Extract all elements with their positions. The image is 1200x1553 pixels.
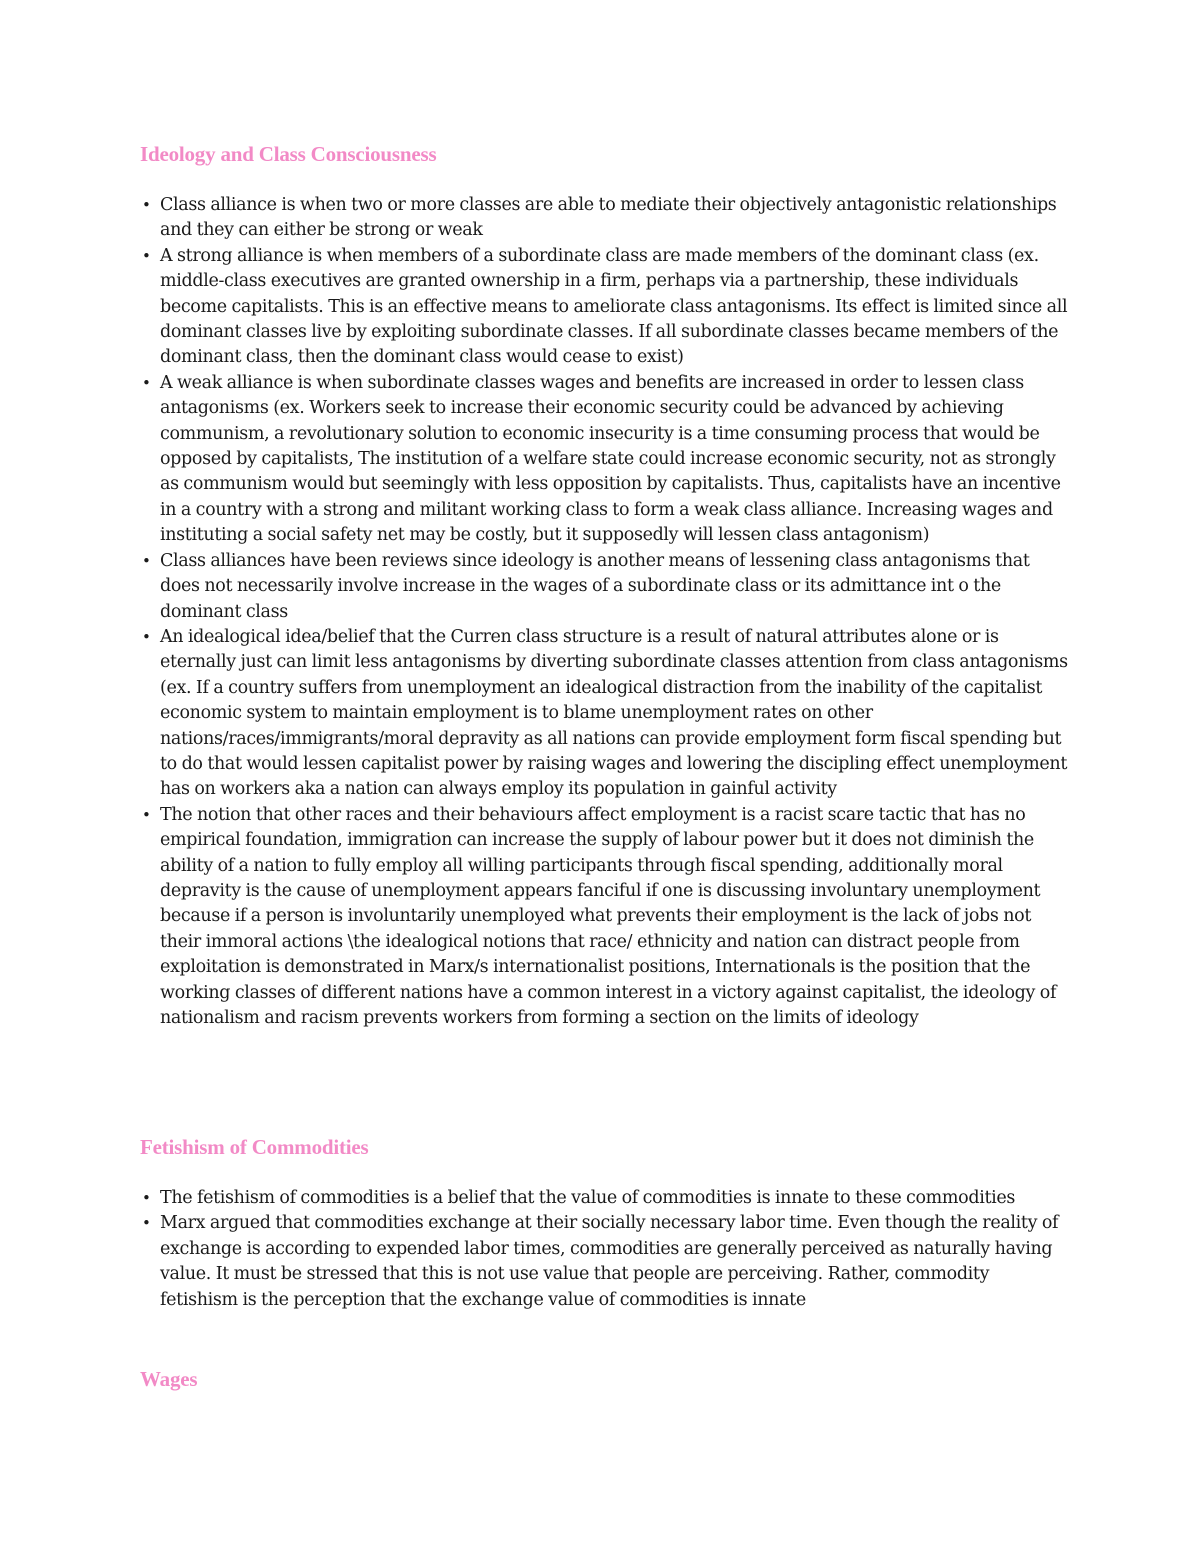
list-item-text: A weak alliance is when subordinate classes wages and benefits are increased in order to lessen class antagonisms (ex. Workers seek to increase their economic security could be advanced by achieving communism, a revolutionary solution to economic insecurity is a time consuming process that would be opposed by capitalists, The institution of a welfare state could increase economic security, not as strongly as communism would but seemingly with less opposition by capitalists. Thus, capitalists have an incentive in a country with a strong and militant working class to form a weak class alliance. Increasing wages and instituting a social safety net may be costly, but it supposedly will lessen class antagonism): [160, 372, 1061, 546]
list-item-text: Class alliance is when two or more classes are able to mediate their objectively antagonistic relationships and they can either be strong or weak: [160, 195, 1057, 241]
list-item-text: Class alliances have been reviews since ideology is another means of lessening class antagonisms that does not necessarily involve increase in the wages of a subordinate class or its admittance int o the dominant class: [160, 550, 1030, 622]
list-item: [140, 193, 1070, 244]
section-heading-wages: Wages: [140, 1367, 198, 1391]
bullet-icon: •: [142, 1189, 151, 1207]
bullet-icon: •: [142, 373, 151, 392]
list-item-text: The fetishism of commodities is a belief that the value of commodities is innate to these commodities: [160, 1188, 1016, 1208]
bullet-icon: •: [142, 196, 151, 214]
section-heading-fetishism: Fetishism of Commodities: [140, 1135, 369, 1159]
ideology-bullet-list: [140, 193, 1070, 1031]
bullet-icon: •: [142, 1214, 151, 1233]
list-item: [140, 244, 1070, 371]
bullet-icon: •: [142, 551, 151, 570]
list-item: [140, 1211, 1070, 1313]
list-item: [140, 1186, 1070, 1211]
list-item: [140, 803, 1070, 1032]
bullet-icon: •: [142, 246, 151, 265]
list-item: [140, 625, 1070, 803]
list-item-text: An idealogical idea/belief that the Curren class structure is a result of natural attributes alone or is eternally just can limit less antagonisms by diverting subordinate classes attention from class antagonisms (ex. If a country suffers from unemployment an idealogical distraction from the inability of the capitalist economic system to maintain employment is to blame unemployment rates on other nations/races/immigrants/moral depravity as all nations can provide employment form fiscal spending but to do that would lessen capitalist power by raising wages and lowering the discipling effect unemployment has on workers aka a nation can always employ its population in gainful activity: [160, 626, 1068, 800]
list-item: [140, 371, 1070, 549]
list-item-text: A strong alliance is when members of a subordinate class are made members of the dominant class (ex. middle-class executives are granted ownership in a firm, perhaps via a partnership, these individuals become capitalists. This is an effective means to ameliorate class antagonisms. Its effect is limited since all dominant classes live by exploiting subordinate classes. If all subordinate classes became members of the dominant class, then the dominant class would cease to exist): [160, 245, 1068, 368]
bullet-icon: •: [142, 805, 151, 824]
list-item: [140, 549, 1070, 625]
list-item-text: The notion that other races and their behaviours affect employment is a racist scare tactic that has no empirical foundation, immigration can increase the supply of labour power but it does not diminish the ability of a nation to fully employ all willing participants through fiscal spending, additionally moral depravity is the cause of unemployment appears fanciful if one is discussing involuntary unemployment because if a person is involuntarily unemployed what prevents their employment is the lack of jobs not their immoral actions \the idealogical notions that race/ ethnicity and nation can distract people from exploitation is demonstrated in Marx/s internationalist positions, Internationals is the position that the working classes of different nations have a common interest in a victory against capitalist, the ideology of nationalism and racism prevents workers from forming a section on the limits of ideology: [160, 804, 1057, 1028]
fetishism-bullet-list: [140, 1186, 1070, 1313]
section-heading-ideology: Ideology and Class Consciousness: [140, 142, 437, 166]
bullet-icon: •: [142, 627, 151, 646]
list-item-text: Marx argued that commodities exchange at their socially necessary labor time. Even though the reality of exchange is according to expended labor times, commodities are generally perceived as naturally having value. It must be stressed that this is not use value that people are perceiving. Rather, commodity fetishism is the perception that the exchange value of commodities is innate: [160, 1213, 1059, 1310]
